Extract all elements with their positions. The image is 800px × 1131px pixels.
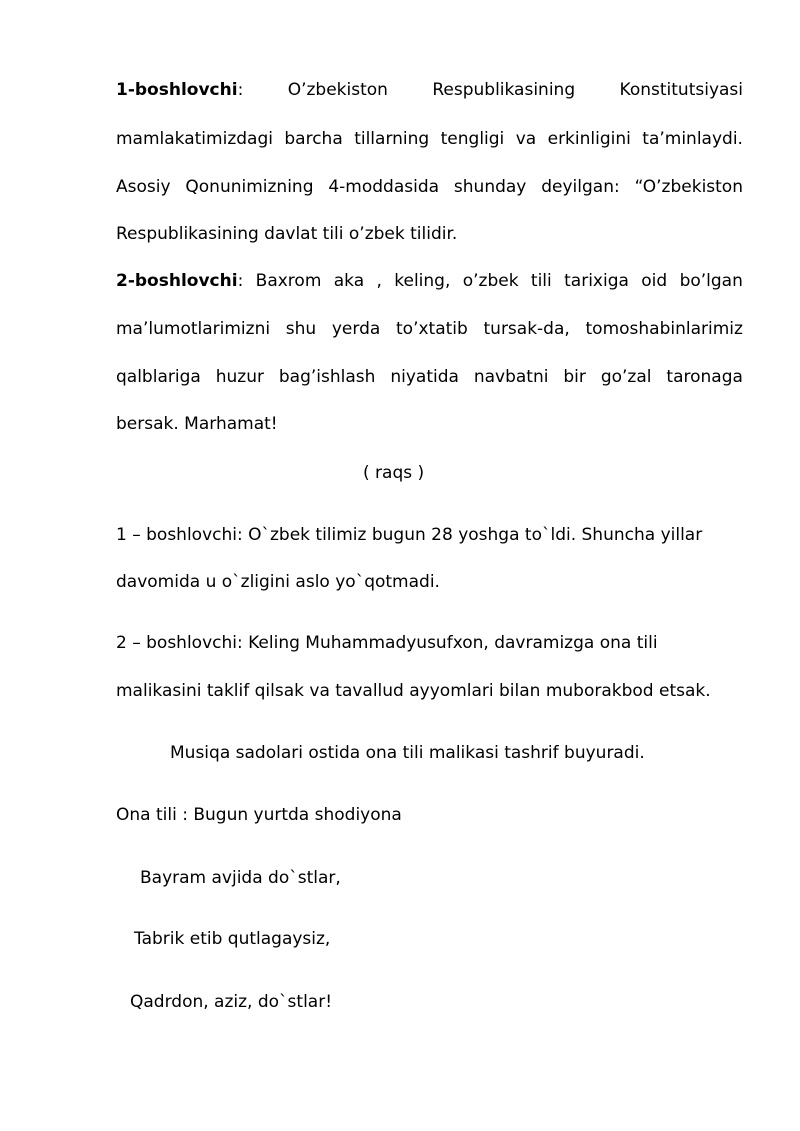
word: 4-moddasida <box>328 177 440 197</box>
word: o’zbek <box>462 271 519 291</box>
word: mamlakatimizdagi <box>116 129 273 149</box>
stage-direction-music: Musiqa sadolari ostida ona tili malikasi tashrif buyuradi. <box>170 743 645 763</box>
word: aka <box>333 271 365 291</box>
word: barcha <box>284 129 343 149</box>
word: tomoshabinlarimiz <box>585 319 743 339</box>
word: ta’minlaydi. <box>642 129 743 149</box>
stage-direction-raqs: ( raqs ) <box>363 463 425 483</box>
word: O’zbekiston <box>287 80 388 100</box>
word: taronaga <box>666 367 743 387</box>
word: bag’ishlash <box>278 367 376 387</box>
poem-line-1: Ona tili : Bugun yurtda shodiyona <box>116 805 402 825</box>
p1-line-3 <box>116 176 743 198</box>
p2-line-3 <box>116 366 743 388</box>
word: Qonunimizning <box>185 177 314 197</box>
word: yerda <box>331 319 381 339</box>
word: tarixiga <box>564 271 629 291</box>
word: bo’lgan <box>679 271 743 291</box>
word: Baxrom <box>255 271 322 291</box>
word: shu <box>285 319 317 339</box>
word: “O’zbekiston <box>634 177 743 197</box>
p1-speaker: 1-boshlovchi: <box>116 80 244 100</box>
p2-speaker: 2-boshlovchi: <box>116 271 244 291</box>
word: Konstitutsiyasi <box>619 80 743 100</box>
word: keling, <box>394 271 451 291</box>
word: deyilgan: <box>541 177 620 197</box>
p2-line-2 <box>116 318 743 340</box>
p4-line-1: 2 – boshlovchi: Keling Muhammadyusufxon, davramizga ona tili <box>116 633 658 653</box>
p2-line-1 <box>116 270 743 292</box>
p1-line-1 <box>116 79 743 101</box>
p2-line-4: bersak. Marhamat! <box>116 414 278 434</box>
word: Asosiy <box>116 177 171 197</box>
p3-line-1: 1 – boshlovchi: O`zbek tilimiz bugun 28 yoshga to`ldi. Shuncha yillar <box>116 525 703 545</box>
word: navbatni <box>473 367 549 387</box>
poem-line-3: Tabrik etib qutlagaysiz, <box>134 929 331 949</box>
word: oid <box>641 271 668 291</box>
p3-line-2: davomida u o`zligini aslo yo`qotmadi. <box>116 572 440 592</box>
p1-line-2 <box>116 128 743 150</box>
p4-line-2: malikasini taklif qilsak va tavallud ayyomlari bilan muborakbod etsak. <box>116 681 711 701</box>
word: tengligi <box>440 129 505 149</box>
word: va <box>515 129 537 149</box>
p1-line-4: Respublikasining davlat tili o’zbek tilidir. <box>116 224 458 244</box>
poem-line-4: Qadrdon, aziz, do`stlar! <box>130 992 333 1012</box>
word: tillarning <box>354 129 430 149</box>
poem-line-2: Bayram avjida do`stlar, <box>140 868 341 888</box>
word: shunday <box>453 177 527 197</box>
word: , <box>376 271 382 291</box>
word: go’zal <box>600 367 652 387</box>
word: erkinligini <box>547 129 631 149</box>
word: tili <box>530 271 552 291</box>
word: qalblariga <box>116 367 201 387</box>
word: niyatida <box>390 367 459 387</box>
word: huzur <box>215 367 264 387</box>
word: Respublikasining <box>432 80 576 100</box>
word: tursak-da, <box>483 319 570 339</box>
word: ma’lumotlarimizni <box>116 319 271 339</box>
word: bir <box>563 367 586 387</box>
word: to’xtatib <box>396 319 468 339</box>
